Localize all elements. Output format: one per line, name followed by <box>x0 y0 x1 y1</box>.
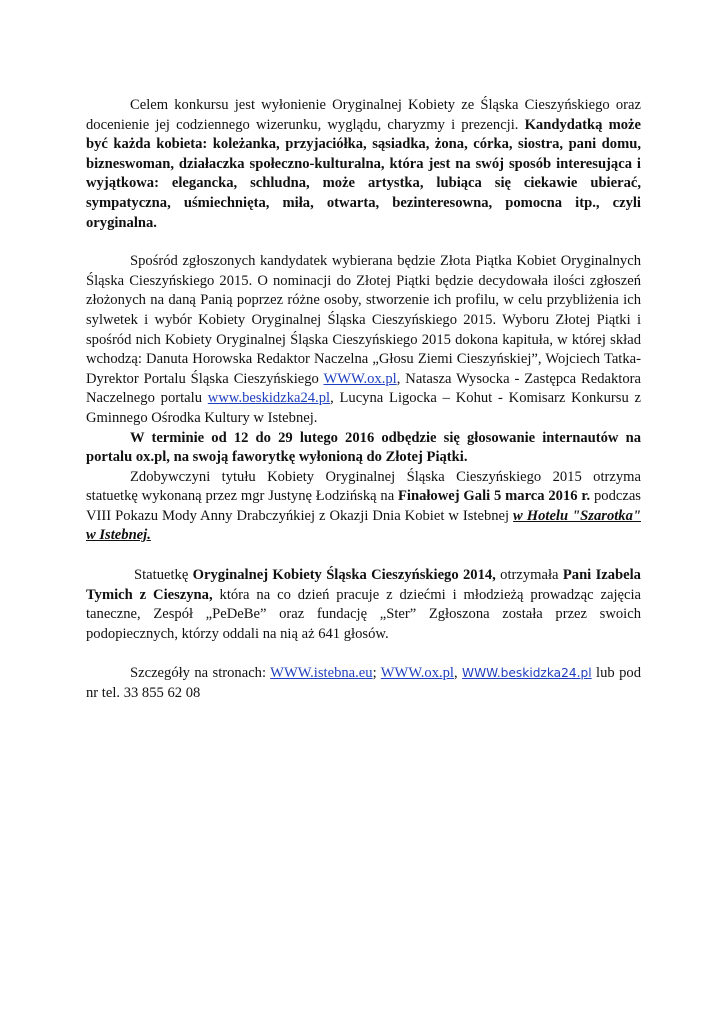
voting-period-text: W terminie od 12 do 29 lutego 2016 odbędzie się głosowanie internautów na portalu ox.pl, na swoją faworytkę wyłonioną do Złotej Piątki. <box>86 429 641 466</box>
winner-text-2: otrzymała <box>495 567 563 584</box>
gala-date-bold: Finałowej Gali 5 marca 2016 r. <box>398 488 591 505</box>
paragraph-jury <box>86 252 641 428</box>
winner-text-3: która na co dzień pracuje z dziećmi i młodzieżą prowadząc zajęcia taneczne, Zespół „PeDeBe” oraz fundację „Ster” Zgłoszona została przez swoich podopiecznych, którzy oddali na nią aż 641 głosów. <box>86 586 641 642</box>
winner-title-bold: Oryginalnej Kobiety Śląska Cieszyńskiego 2014, <box>192 567 496 584</box>
jury-text-2: , Natasza Wysocka - Zastępca Redaktora Naczelnego portalu <box>86 370 641 407</box>
paragraph-award-gala <box>86 468 641 546</box>
paragraph-spacer <box>86 233 641 252</box>
paragraph-spacer <box>86 644 641 664</box>
paragraph-voting-period <box>86 429 641 468</box>
candidate-description-bold: Kandydatką może być każda kobieta: koleżanka, przyjaciółka, sąsiadka, żona, córka, siostra, pani domu, bizneswoman, działaczka społeczno-kulturalna, która jest na swój sposób interesująca i wyjątkowa: elegancka, schludna, może artystka, lubiąca się ciekawie ubierać, sympatyczna, uśmiechnięta, miła, otwarta, bezinteresowna, pomocna itp., czyli oryginalna. <box>86 116 641 231</box>
paragraph-previous-winner <box>86 566 641 644</box>
link-beskidzka24-2[interactable]: WWW.beskidzka24.pl <box>462 666 592 681</box>
paragraph-spacer <box>86 546 641 566</box>
document-page <box>86 96 641 704</box>
contest-goal-text: Celem konkursu jest wyłonienie Oryginalnej Kobiety ze Śląska Cieszyńskiego oraz docenienie jej codziennego wizerunku, wyglądu, charyzmy i prezencji. <box>86 97 641 133</box>
link-ox-pl[interactable]: WWW.ox.pl <box>323 370 397 387</box>
paragraph-details <box>86 664 641 703</box>
details-phone: lub pod nr tel. 33 855 62 08 <box>86 665 641 702</box>
winner-text: Statuetkę <box>134 567 193 584</box>
award-text: Zdobywczyni tytułu Kobiety Oryginalnej Śląska Cieszyńskiego 2015 otrzyma statuetkę wykonaną przez mgr Justynę Łodzińską na <box>86 468 641 505</box>
paragraph-contest-goal <box>86 96 641 233</box>
link-ox-pl-2[interactable]: WWW.ox.pl <box>380 665 454 682</box>
details-separator: ; <box>372 665 381 682</box>
details-text: Szczegóły na stronach: <box>130 665 271 682</box>
jury-text-3: , Lucyna Ligocka – Kohut - Komisarz Konkursu z Gminnego Ośrodka Kultury w Istebnej. <box>86 390 642 426</box>
jury-text: Spośród zgłoszonych kandydatek wybierana będzie Złota Piątka Kobiet Oryginalnych Śląska Cieszyńskiego 2015. O nominacji do Złotej Piątki będzie decydowała ilości zgłoszeń złożonych na daną Panią poprzez różne osoby, stworzenie ich profilu, w celu przybliżenia ich sylwetek i wybór Kobiety Oryginalnej Śląska Cieszyńskiego 2015. Wyboru Złotej Piątki i spośród nich Kobiety Oryginalnej Śląska Cieszyńskiego 2015 dokona kapituła, w której skład wchodzą: Danuta Horowska Redaktor Naczelna „Głosu Ziemi Cieszyńskiej”, Wojciech Tatka-Dyrektor Portalu Śląska Cieszyńskiego <box>86 253 641 387</box>
details-separator-2: , <box>454 665 463 682</box>
winner-name-bold: Pani Izabela Tymich z Cieszyna, <box>86 567 641 603</box>
link-istebna[interactable]: WWW.istebna.eu <box>270 665 373 682</box>
award-text-2: podczas VIII Pokazu Mody Anny Drabczyńkiej z Okazji Dnia Kobiet w Istebnej <box>86 488 641 524</box>
link-beskidzka24[interactable]: www.beskidzka24.pl <box>207 390 331 407</box>
hotel-venue: w Hotelu "Szarotka" w Istebnej. <box>86 507 641 544</box>
